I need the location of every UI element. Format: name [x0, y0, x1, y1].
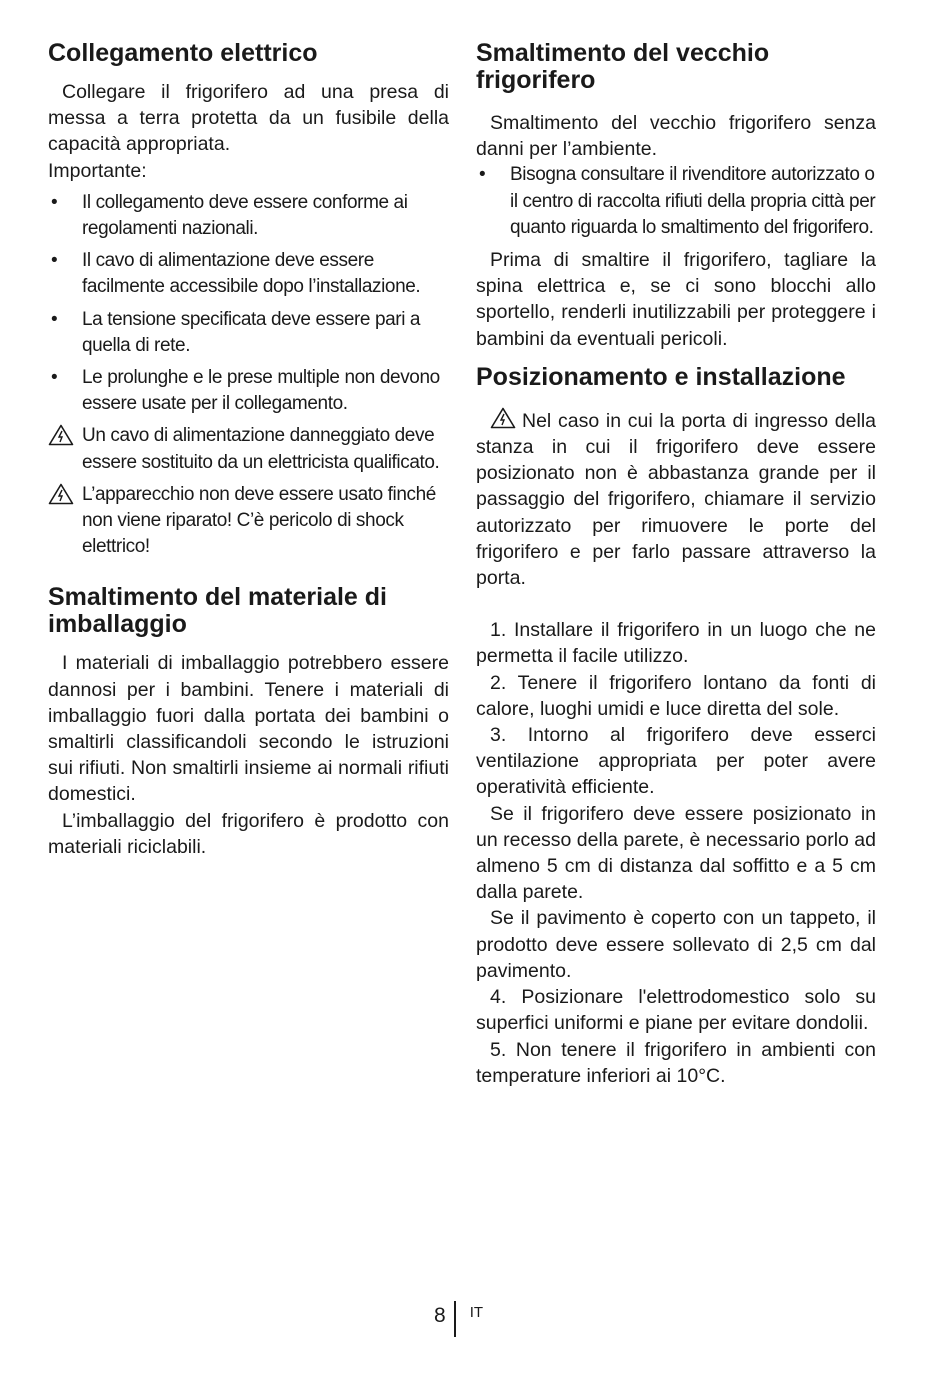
important-label: Importante: — [48, 159, 147, 182]
list-item: • Il collegamento deve essere conforme ai regolamenti nazionali. — [51, 191, 408, 240]
install-step-1: 1. Installare il frigorifero in un luogo che ne permetta il facile utilizzo. — [476, 619, 876, 668]
bullet-dot: • — [479, 164, 486, 186]
footer-divider — [454, 1301, 456, 1337]
install-warning: Nel caso in cui la porta di ingresso della stanza in cui il frigorifero deve essere posizionato non è abbastanza grande per il passaggio del frigorifero, chiamare il servizio autorizzato per rimuovere le porte del frigorifero e per farlo passare attraverso la porta. — [476, 407, 876, 591]
list-item: • Le prolunghe e le prese multiple non devono essere usate per il collegamento. — [51, 367, 440, 415]
warning-triangle-icon — [490, 407, 516, 429]
page-footer — [434, 1301, 483, 1337]
warning-triangle-icon — [48, 483, 74, 505]
warning-triangle-icon — [48, 424, 74, 446]
install-step-3-recess: Se il frigorifero deve essere posizionato in un recesso della parete, è necessario porlo ad almeno 5 cm di distanza dal soffitto e a 5 cm dalla parete. — [476, 802, 876, 904]
electric-intro: Collegare il frigorifero ad una presa di messa a terra protetta da un fusibile della capacità appropriata. — [48, 81, 449, 156]
packaging-paragraph-2: L’imballaggio del frigorifero è prodotto con materiali riciclabili. — [48, 809, 449, 858]
list-item: • Il cavo di alimentazione deve essere facilmente accessibile dopo l’installazione. — [51, 250, 421, 298]
section-title-electric: Collegamento elettrico — [48, 39, 318, 67]
bullet-dot: • — [51, 191, 58, 213]
warning-damaged-cable: Un cavo di alimentazione danneggiato deve essere sostituito da un elettricista qualificato. — [48, 423, 449, 475]
list-item: • Bisogna consultare il rivenditore autorizzato o il centro di raccolta rifiuti della propria città per quanto riguarda lo smaltimento del frigorifero. — [479, 164, 876, 238]
install-step-3: 3. Intorno al frigorifero deve esserci ventilazione appropriata per poter avere operatività efficiente. — [476, 724, 876, 799]
packaging-paragraph: I materiali di imballaggio potrebbero essere dannosi per i bambini. Tenere i materiali di imballaggio fuori dalla portata dei bambini o smaltirli classificandoli secondo le istruzioni sui rifiuti. Non smaltirli insieme ai normali rifiuti domestici. — [48, 652, 449, 806]
section-title-packaging: Smaltimento del materiale di imballaggio — [48, 583, 387, 639]
section-title-disposal: Smaltimento del vecchio frigorifero — [476, 39, 770, 94]
bullet-dot: • — [51, 367, 58, 389]
install-step-2: 2. Tenere il frigorifero lontano da fonti di calore, luoghi umidi e luce diretta del sole. — [476, 671, 876, 720]
page-number: 8 — [434, 1304, 446, 1327]
install-step-4: 4. Posizionare l'elettrodomestico solo su superfici uniformi e piane per evitare dondolii. — [476, 986, 876, 1035]
disposal-paragraph: Prima di smaltire il frigorifero, tagliare la spina elettrica e, se ci sono blocchi allo sportello, renderli inutilizzabili per proteggere i bambini da eventuali pericoli. — [476, 249, 876, 350]
electric-bullet-list — [48, 190, 449, 418]
list-item: • La tensione specificata deve essere pari a quella di rete. — [51, 308, 421, 356]
install-step-3-carpet: Se il pavimento è coperto con un tappeto, il prodotto deve essere sollevato di 2,5 cm dal pavimento. — [476, 907, 876, 982]
bullet-dot: • — [51, 308, 58, 330]
right-column — [476, 40, 876, 1089]
disposal-bullet-list — [476, 162, 876, 241]
install-step-5: 5. Non tenere il frigorifero in ambienti con temperature inferiori ai 10°C. — [476, 1038, 876, 1087]
disposal-intro: Smaltimento del vecchio frigorifero senza danni per l’ambiente. — [476, 112, 876, 161]
warning-shock: L’apparecchio non deve essere usato finché non viene riparato! C’è pericolo di shock elettrico! — [48, 482, 449, 561]
left-column — [48, 40, 449, 860]
bullet-dot: • — [51, 250, 58, 272]
language-code: IT — [469, 1304, 484, 1321]
section-title-install: Posizionamento e installazione — [476, 362, 846, 391]
